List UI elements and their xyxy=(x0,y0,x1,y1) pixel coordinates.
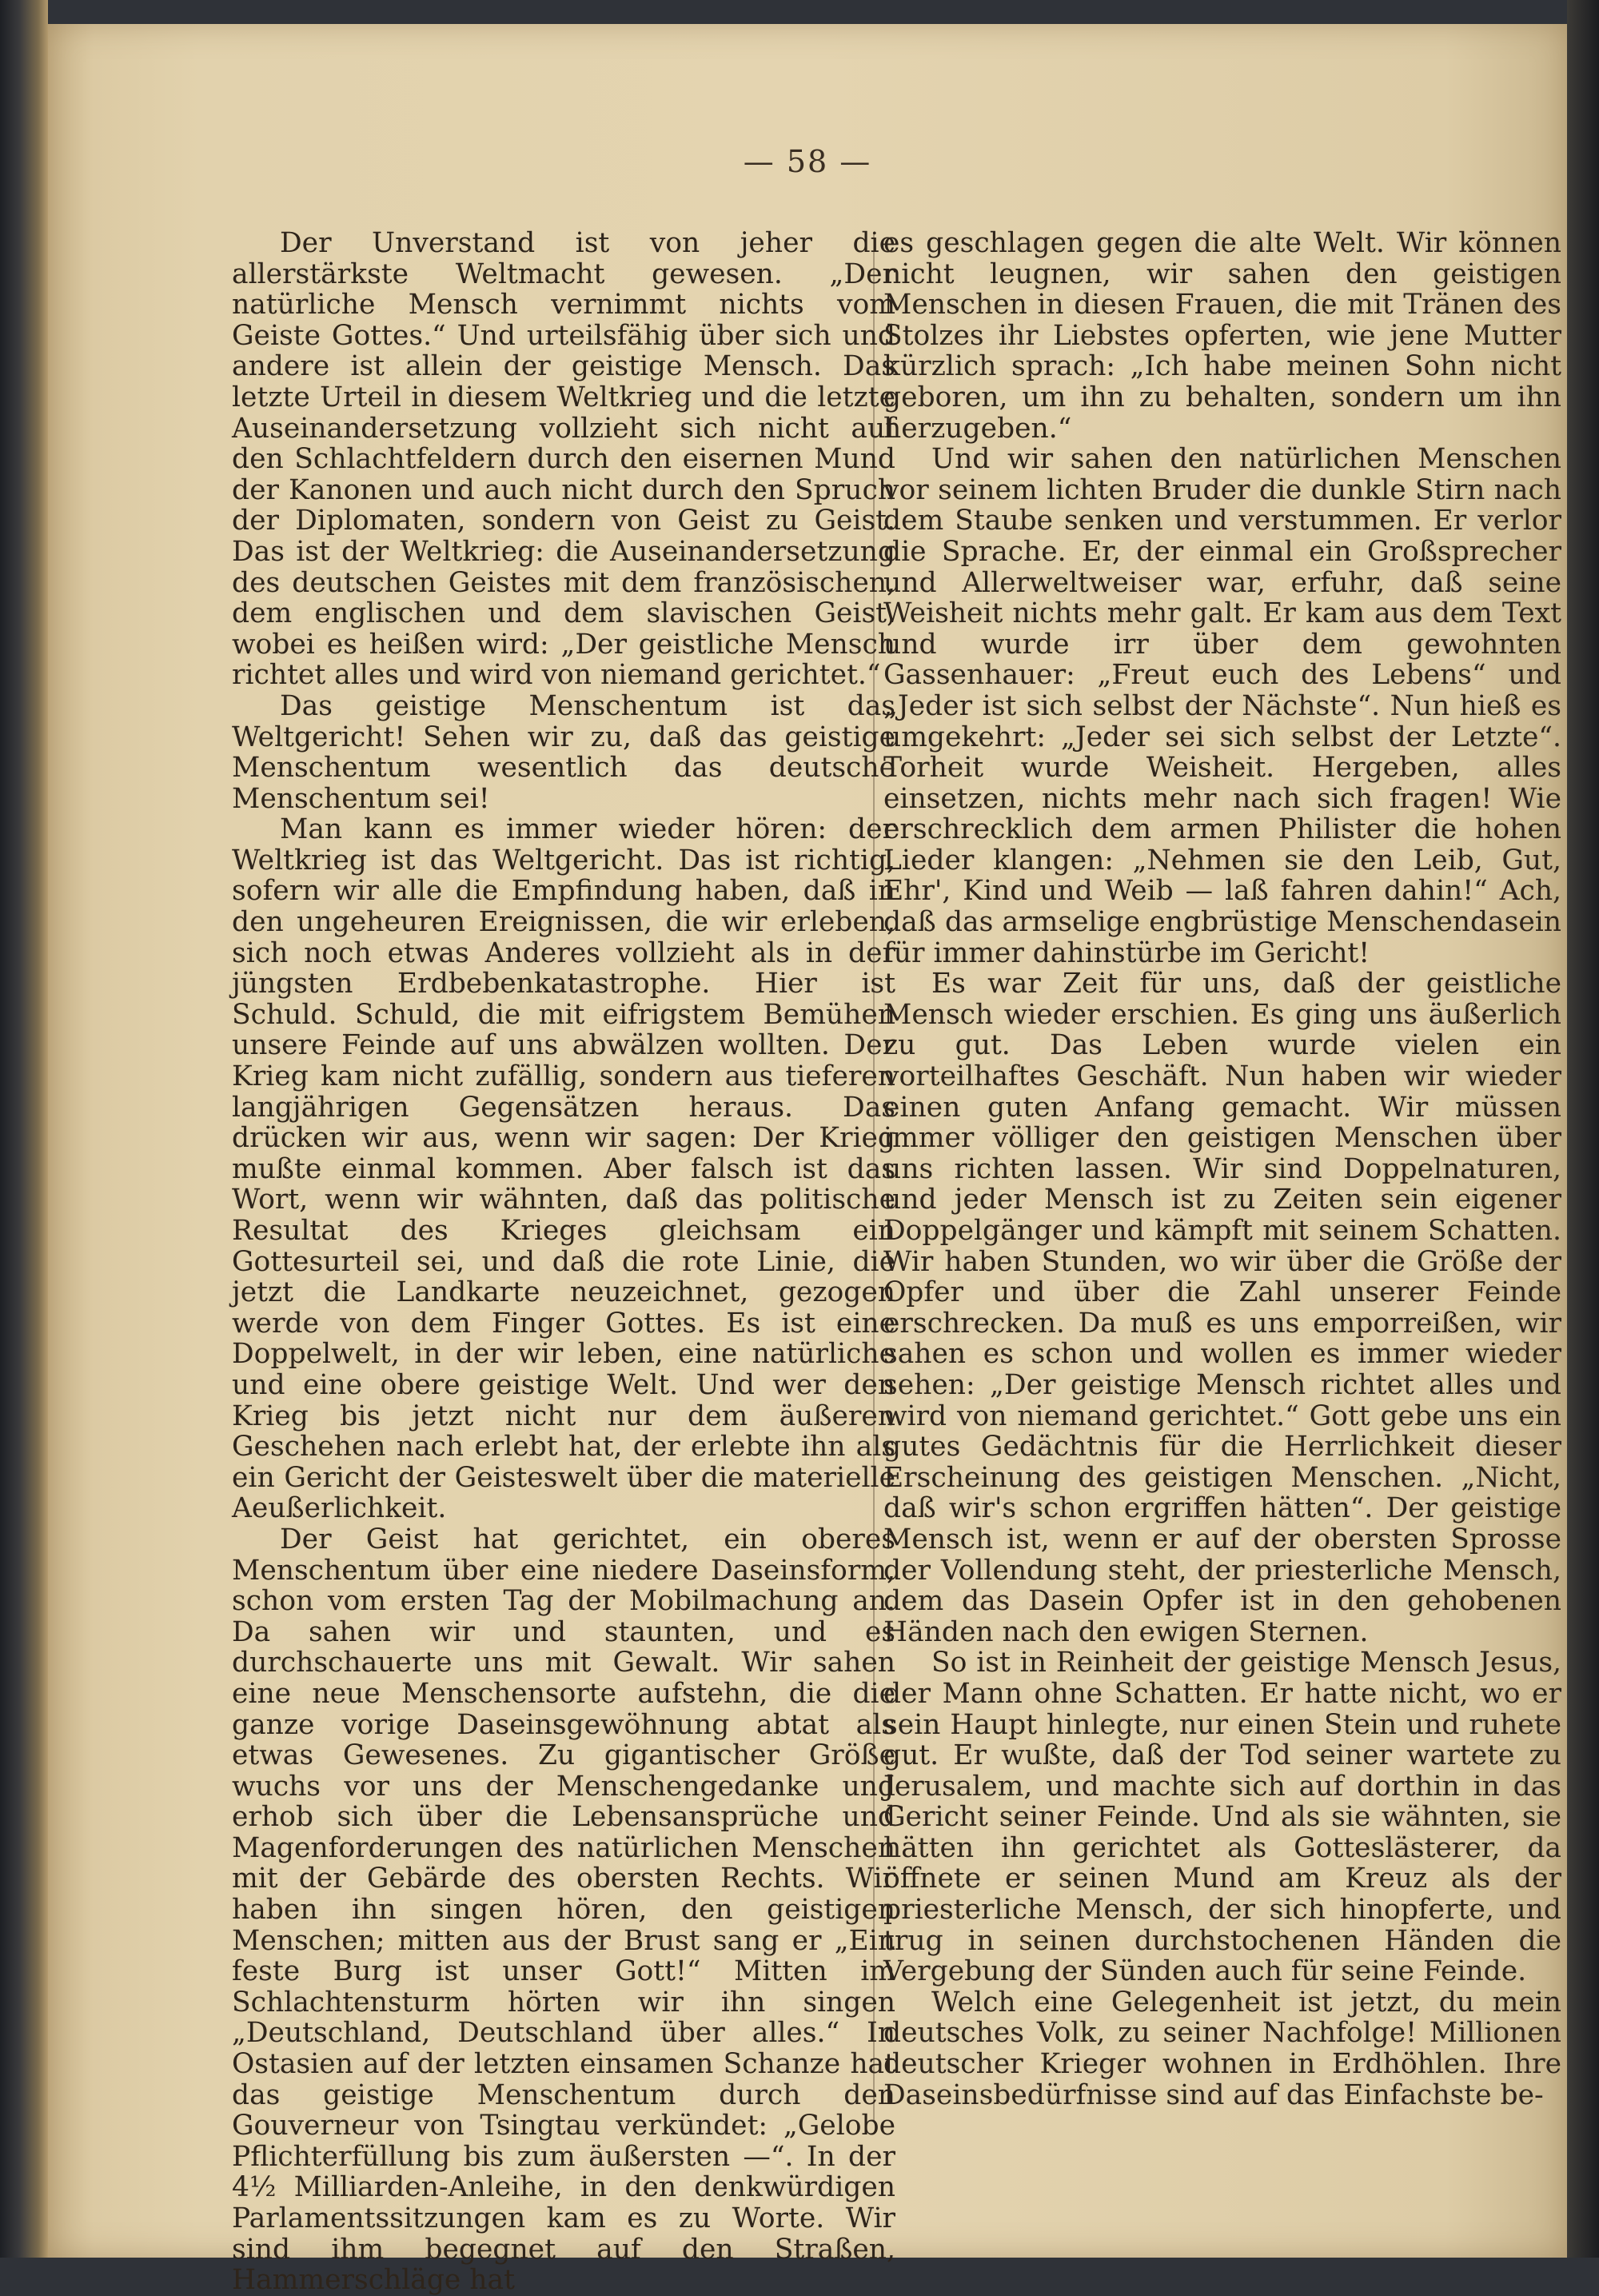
paragraph: Der Unverstand ist von jeher die allerstärkste Weltmacht gewesen. „Der natürliche Mensch vernimmt nichts vom Geiste Gottes.“ Und urteilsfähig über sich und andere ist allein der geistige Mensch. Das letzte Urteil in diesem Weltkrieg und die letzte Auseinandersetzung vollzieht sich nicht auf den Schlachtfeldern durch den eisernen Mund der Kanonen und auch nicht durch den Spruch der Diplomaten, sondern von Geist zu Geist. Das ist der Weltkrieg: die Auseinandersetzung des deutschen Geistes mit dem französischen, dem englischen und dem slavischen Geist, wobei es heißen wird: „Der geistliche Mensch richtet alles und wird von niemand gerichtet.“ xyxy=(232,227,895,692)
paragraph: Und wir sahen den natürlichen Menschen vor seinem lichten Bruder die dunkle Stirn nach dem Staube senken und verstummen. Er verlor die Sprache. Er, der einmal ein Großsprecher und Allerweltweiser war, erfuhr, daß seine Weisheit nichts mehr galt. Er kam aus dem Text und wurde irr über dem gewohnten Gassenhauer: „Freut euch des Lebens“ und „Jeder ist sich selbst der Nächste“. Nun hieß es umgekehrt: „Jeder sei sich selbst der Letzte“. Torheit wurde Weisheit. Hergeben, alles einsetzen, nichts mehr nach sich fragen! Wie erschrecklich dem armen Philister die hohen Lieder klangen: „Nehmen sie den Leib, Gut, Ehr', Kind und Weib — laß fahren dahin!“ Ach, daß das armselige engbrüstige Menschendasein für immer dahinstürbe im Gericht! xyxy=(883,443,1561,969)
paragraph: es geschlagen gegen die alte Welt. Wir können nicht leugnen, wir sahen den geistigen Menschen in diesen Frauen, die mit Tränen des Stolzes ihr Liebstes opferten, wie jene Mutter kürzlich sprach: „Ich habe meinen Sohn nicht geboren, um ihn zu behalten, sondern um ihn herzugeben.“ xyxy=(883,227,1561,445)
paragraph: Das geistige Menschentum ist das Weltgericht! Sehen wir zu, daß das geistige Menschentum wesentlich das deutsche Menschentum sei! xyxy=(232,689,895,815)
scan-background-left xyxy=(0,0,48,2258)
paragraph: Man kann es immer wieder hören: der Weltkrieg ist das Weltgericht. Das ist richtig, sofern wir alle die Empfindung haben, daß in den ungeheuren Ereignissen, die wir erleben, sich noch etwas Anderes vollzieht als in der jüngsten Erdbebenkatastrophe. Hier ist Schuld. Schuld, die mit eifrigstem Bemühen unsere Feinde auf uns abwälzen wollten. Der Krieg kam nicht zufällig, sondern aus tieferen langjährigen Gegensätzen heraus. Das drücken wir aus, wenn wir sagen: Der Krieg mußte einmal kommen. Aber falsch ist das Wort, wenn wir wähnten, daß das politische Resultat des Krieges gleichsam ein Gottesurteil sei, und daß die rote Linie, die jetzt die Landkarte neuzeichnet, gezogen werde von dem Finger Gottes. Es ist eine Doppelwelt, in der wir leben, eine natürliche und eine obere geistige Welt. Und wer den Krieg bis jetzt nicht nur dem äußeren Geschehen nach erlebt hat, der erlebte ihn als ein Gericht der Geisteswelt über die materielle Aeußerlichkeit. xyxy=(232,813,895,1525)
right-text-column xyxy=(883,228,1561,2110)
scan-background-right xyxy=(1567,0,1599,2258)
left-text-column xyxy=(232,228,895,2296)
column-divider xyxy=(873,234,875,2121)
paragraph: Der Geist hat gerichtet, ein oberes Menschentum über eine niedere Daseinsform, schon vom ersten Tag der Mobilmachung an. Da sahen wir und staunten, und es durchschauerte uns mit Gewalt. Wir sahen eine neue Menschensorte aufstehn, die die ganze vorige Daseinsgewöhnung abtat als etwas Gewesenes. Zu gigantischer Größe wuchs vor uns der Menschengedanke und erhob sich über die Lebensansprüche und Magenforderungen des natürlichen Menschen mit der Gebärde des obersten Rechts. Wir haben ihn singen hören, den geistigen Menschen; mitten aus der Brust sang er „Ein feste Burg ist unser Gott!“ Mitten im Schlachtensturm hörten wir ihn singen „Deutschland, Deutschland über alles.“ In Ostasien auf der letzten einsamen Schanze hat das geistige Menschentum durch den Gouverneur von Tsingtau verkündet: „Gelobe Pflichterfüllung bis zum äußersten —“. In der 4½ Milliarden-Anleihe, in den denkwürdigen Parlamentssitzungen kam es zu Worte. Wir sind ihm begegnet auf den Straßen, Hammerschläge hat xyxy=(232,1523,895,2296)
paragraph: Welch eine Gelegenheit ist jetzt, du mein deutsches Volk, zu seiner Nachfolge! Millionen deutscher Krieger wohnen in Erdhöhlen. Ihre Daseinsbedürfnisse sind auf das Einfachste be- xyxy=(883,1986,1561,2111)
paragraph: Es war Zeit für uns, daß der geistliche Mensch wieder erschien. Es ging uns äußerlich zu gut. Das Leben wurde vielen ein vorteilhaftes Geschäft. Nun haben wir wieder einen guten Anfang gemacht. Wir müssen immer völliger den geistigen Menschen über uns richten lassen. Wir sind Doppelnaturen, und jeder Mensch ist zu Zeiten sein eigener Doppelgänger und kämpft mit seinem Schatten. Wir haben Stunden, wo wir über die Größe der Opfer und über die Zahl unserer Feinde erschrecken. Da muß es uns emporreißen, wir sahen es schon und wollen es immer wieder sehen: „Der geistige Mensch richtet alles und wird von niemand gerichtet.“ Gott gebe uns ein gutes Gedächtnis für die Herrlichkeit dieser Erscheinung des geistigen Menschen. „Nicht, daß wir's schon ergriffen hätten“. Der geistige Mensch ist, wenn er auf der obersten Sprosse der Vollendung steht, der priesterliche Mensch, dem das Dasein Opfer ist in den gehobenen Händen nach den ewigen Sternen. xyxy=(883,968,1561,1648)
paragraph: So ist in Reinheit der geistige Mensch Jesus, der Mann ohne Schatten. Er hatte nicht, wo er sein Haupt hinlegte, nur einen Stein und ruhete gut. Er wußte, daß der Tod seiner wartete zu Jerusalem, und machte sich auf dorthin in das Gericht seiner Feinde. Und als sie wähnten, sie hätten ihn gerichtet als Gotteslästerer, da öffnete er seinen Mund am Kreuz als der priesterliche Mensch, der sich hinopferte, und trug in seinen durchstochenen Händen die Vergebung der Sünden auch für seine Feinde. xyxy=(883,1647,1561,1988)
page-number: — 58 — xyxy=(743,144,872,179)
book-page xyxy=(48,24,1567,2296)
